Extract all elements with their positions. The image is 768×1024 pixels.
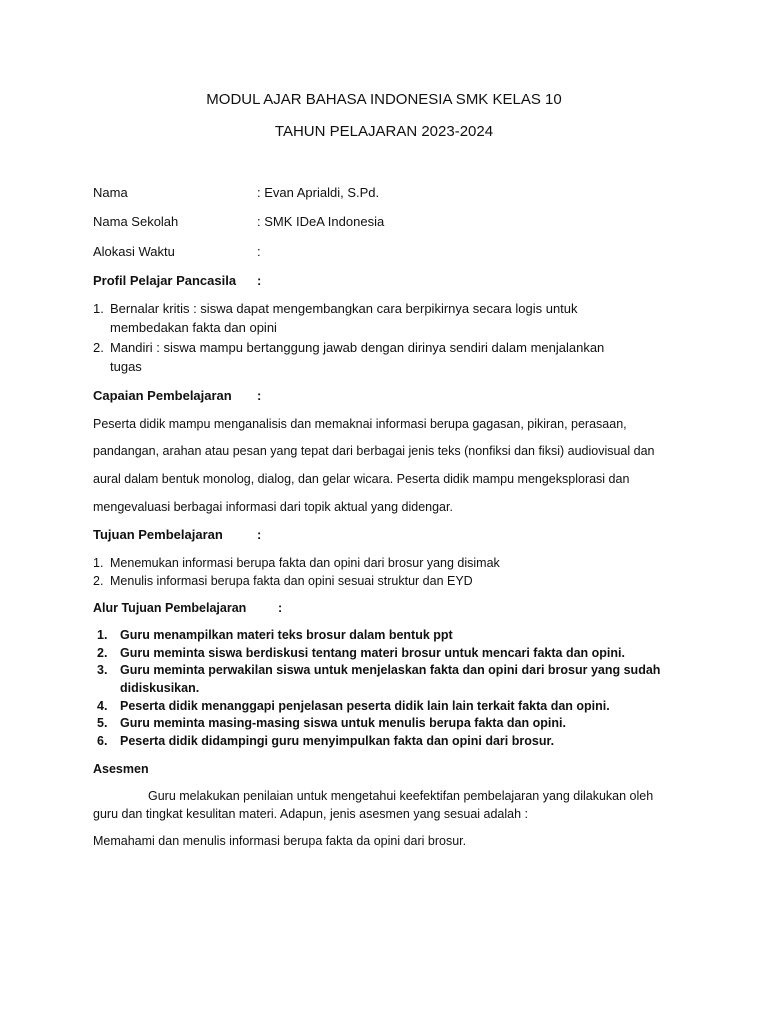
alur-heading: Alur Tujuan Pembelajaran: [93, 601, 247, 615]
alur-item-4-text: Peserta didik menanggapi penjelasan peserta didik lain lain terkait fakta dan opini.: [120, 699, 610, 713]
capaian-line-4: mengevaluasi berbagai informasi dari topik aktual yang didengar.: [93, 500, 453, 514]
nama-value: : Evan Aprialdi, S.Pd.: [257, 185, 380, 200]
tujuan-item-2-text: Menulis informasi berupa fakta dan opini sesuai struktur dan EYD: [110, 574, 473, 588]
capaian-colon: :: [257, 388, 262, 403]
asesmen-closing: Memahami dan menulis informasi berupa fakta da opini dari brosur.: [93, 834, 467, 848]
asesmen-line-1: Guru melakukan penilaian untuk mengetahui keefektifan pembelajaran yang dilakukan oleh: [148, 789, 654, 803]
capaian-line-2: pandangan, arahan atau pesan yang tepat dari berbagai jenis teks (nonfiksi dan fiksi) audiovisual dan: [93, 444, 655, 458]
alur-item-5-text: Guru meminta masing-masing siswa untuk menulis berupa fakta dan opini.: [120, 716, 566, 730]
title-line-2: TAHUN PELAJARAN 2023-2024: [274, 123, 494, 140]
title-line-1: MODUL AJAR BAHASA INDONESIA SMK KELAS 10: [206, 91, 562, 108]
profil-colon: :: [257, 273, 262, 288]
alokasi-value: :: [257, 244, 261, 259]
sekolah-label: Nama Sekolah: [93, 214, 179, 229]
alur-item-1-text: Guru menampilkan materi teks brosur dalam bentuk ppt: [120, 628, 453, 642]
capaian-line-3: aural dalam bentuk monolog, dialog, dan gelar wicara. Peserta didik mampu mengeksplorasi dan: [93, 472, 630, 486]
alur-item-6-text: Peserta didik didampingi guru menyimpulkan fakta dan opini dari brosur.: [120, 734, 555, 748]
tujuan-item-1-num: 1.: [93, 556, 104, 570]
asesmen-line-2: guru dan tingkat kesulitan materi. Adapun, jenis asesmen yang sesuai adalah :: [93, 807, 528, 821]
tujuan-heading: Tujuan Pembelajaran: [93, 527, 223, 542]
profil-item-1-line-1: Bernalar kritis : siswa dapat mengembangkan cara berpikirnya secara logis untuk: [110, 301, 578, 316]
alur-item-2-text: Guru meminta siswa berdiskusi tentang materi brosur untuk mencari fakta dan opini.: [120, 646, 625, 660]
profil-heading: Profil Pelajar Pancasila: [93, 273, 237, 288]
tujuan-colon: :: [257, 527, 262, 542]
capaian-line-1: Peserta didik mampu menganalisis dan memaknai informasi berupa gagasan, pikiran, perasaan,: [93, 417, 627, 431]
alur-item-2-num: 2.: [97, 646, 108, 660]
alur-item-3-line-2: didiskusikan.: [120, 681, 200, 695]
alur-colon: :: [278, 601, 283, 615]
alokasi-label: Alokasi Waktu: [93, 244, 175, 259]
capaian-heading: Capaian Pembelajaran: [93, 388, 232, 403]
alur-item-3-num: 3.: [97, 663, 108, 677]
nama-label: Nama: [93, 185, 128, 200]
profil-item-2-num: 2.: [93, 340, 104, 355]
alur-item-3-line-1: Guru meminta perwakilan siswa untuk menjelaskan fakta dan opini dari brosur yang sudah: [120, 663, 661, 677]
profil-item-2-line-1: Mandiri : siswa mampu bertanggung jawab dengan dirinya sendiri dalam menjalankan: [110, 340, 605, 355]
alur-item-5-num: 5.: [97, 716, 108, 730]
profil-item-1-line-2: membedakan fakta dan opini: [110, 320, 277, 335]
profil-item-2-line-2: tugas: [110, 359, 142, 374]
sekolah-value: : SMK IDeA Indonesia: [257, 214, 385, 229]
asesmen-heading: Asesmen: [93, 762, 149, 776]
alur-item-1-num: 1.: [97, 628, 108, 642]
profil-item-1-num: 1.: [93, 301, 104, 316]
tujuan-item-1-text: Menemukan informasi berupa fakta dan opini dari brosur yang disimak: [110, 556, 500, 570]
alur-item-4-num: 4.: [97, 699, 108, 713]
tujuan-item-2-num: 2.: [93, 574, 104, 588]
alur-item-6-num: 6.: [97, 734, 108, 748]
